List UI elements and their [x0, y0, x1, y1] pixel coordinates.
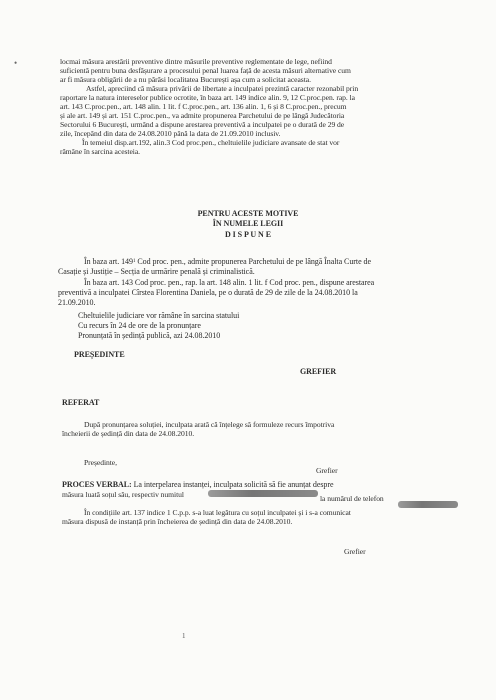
- presedinte-signature: PREȘEDINTE: [74, 350, 125, 359]
- body-line: Sectorului 6 București, urmând a dispune arestarea preventivă a inculpatei pe o durată de 29 de: [60, 120, 345, 129]
- body-line: suficientă pentru buna desfășurare a procesului penal luarea față de acesta măsuri alternative cum: [60, 66, 351, 75]
- proces-verbal-line: măsura luată soțul său, respectiv numitul: [62, 490, 184, 499]
- body-line: și ale art. 149 și art. 151 C.proc.pen., va admite propunerea Parchetului de pe lângă Judecătoria: [60, 111, 345, 120]
- body-line: Astfel, apreciind că măsura privării de libertate a inculpatei prezintă caracter rezonabil prin: [86, 84, 359, 93]
- referat-line: După pronunțarea soluției, inculpata arată că înțelege să formuleze recurs împotriva: [84, 420, 335, 429]
- body-line: rămâne în sarcina acesteia.: [60, 147, 141, 156]
- dispune-line: Casație și Justiție – Secția de urmărire penală și criminalistică.: [58, 267, 255, 276]
- dispune-line: Cheltuielile judiciare vor rămâne în sarcina statului: [78, 311, 240, 320]
- body-line: locmai măsura arestării preventive dintre măsurile preventive reglementate de lege, nefiind: [60, 57, 332, 66]
- page-number: 1: [182, 632, 186, 640]
- referat-grefier: Grefier: [316, 466, 338, 475]
- redacted-phone: [398, 501, 458, 508]
- dispune-line: Pronunțată în ședință publică, azi 24.08.2010: [78, 331, 221, 340]
- body-line: În temeiul disp.art.192, alin.3 Cod proc.pen., cheltuielile judiciare avansate de stat vor: [82, 138, 340, 147]
- referat-presedinte: Președinte,: [84, 458, 117, 467]
- referat-title: REFERAT: [62, 398, 100, 407]
- dispune-line: preventivă a inculpatei Cîrstea Florentina Daniela, pe o durată de 29 de zile de la 24.08.2010 la: [58, 288, 358, 297]
- body-line: raportare la natura intereselor publice ocrotite, în baza art. 149 indice alin. 9, 12 C.proc.pen. rap. la: [60, 93, 356, 102]
- body-line: zile, începând din data de 24.08.2010 până la data de 21.09.2010 inclusiv.: [60, 129, 281, 138]
- proces-verbal-grefier: Grefier: [344, 547, 366, 556]
- proces-verbal-line: În condițiile art. 137 indice 1 C.p.p. s-a luat legătura cu soțul inculpatei și i s-a comunicat: [84, 508, 351, 517]
- proces-verbal-line: la numărul de telefon: [320, 494, 384, 503]
- dispune-line: 21.09.2010.: [58, 298, 96, 307]
- dispune-line: În baza art. $149^1$ Cod proc. pen., admite propunerea Parchetului de pe lângă Înalta Curte de: [84, 257, 371, 266]
- grefier-signature: GREFIER: [300, 367, 337, 376]
- referat-line: încheierii de ședință din data de 24.08.2010.: [62, 429, 195, 438]
- section-heading: D I S P U N E: [224, 230, 272, 239]
- margin-mark: •: [14, 58, 18, 68]
- dispune-line: Cu recurs în 24 de ore de la pronunțare: [78, 321, 201, 330]
- body-line: art. 143 C.proc.pen., art. 148 alin. 1 lit. f C.proc.pen., art. 136 alin. 1, 6 și 8 C.proc.pen., precum: [60, 102, 347, 111]
- section-heading: PENTRU ACESTE MOTIVE: [197, 209, 299, 218]
- proces-verbal-line: măsura dispusă de instanță prin încheierea de ședință din data de 24.08.2010.: [62, 517, 293, 526]
- redacted-name: [208, 490, 318, 497]
- section-heading: ÎN NUMELE LEGII: [212, 219, 284, 228]
- dispune-line: În baza art. 143 Cod proc. pen., rap. la art. 148 alin. 1 lit. f Cod proc. pen., dispune arestarea: [84, 278, 375, 287]
- proces-verbal-line: PROCES VERBAL: La interpelarea instanței, inculpata solicită să fie anunțat despre: [62, 480, 334, 489]
- body-line: ar fi măsura obligării de a nu părăsi localitatea București așa cum a solicitat aceasta.: [60, 75, 311, 84]
